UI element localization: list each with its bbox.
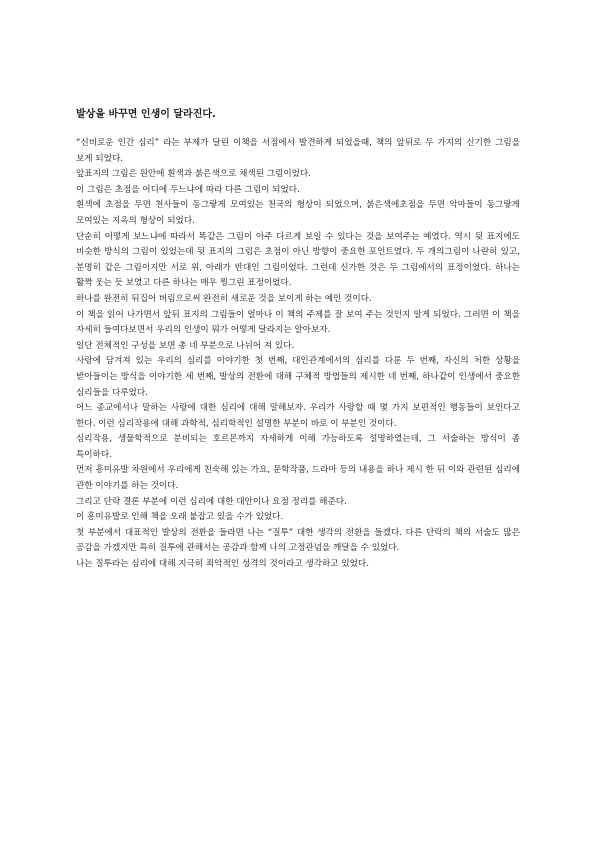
document-title: 발상을 바꾸면 인생이 달라진다. <box>76 109 216 120</box>
paragraph: 이 책을 읽어 나가면서 앞뒤 표지의 그림들이 얼마나 이 책의 주제를 잘 보여 주는 것인지 알게 되었다. 그러면 이 책을 자세히 들여다보면서 우리의 인생이 뭐가 어떻게 달라지는 알아보자. <box>76 309 520 336</box>
paragraph: 사랑에 담겨져 있는 우리의 심리를 이야기한 첫 번째, 대인관계에서의 심리를 다룬 두 번째, 자신의 처한 상황을 받아들이는 방식을 이야기한 세 번째, 발상의 전환에 대해 구체적 방법들의 제시한 네 번째, 하나같이 인생에서 중요한 심리들을 다루었다. <box>76 356 520 398</box>
paragraph: 하나를 완전히 뒤집어 버림으로써 완전히 새로운 것을 보이게 하는 예인 것이다. <box>76 293 372 304</box>
document-body <box>76 108 520 573</box>
paragraph: 일단 전체적인 구성을 보면 총 네 부분으로 나뉘어 져 있다. <box>76 340 295 351</box>
paragraph: 첫 부분에서 대표적인 발상의 전환을 들라면 나는 “질투” 대한 생각의 전환을 들겠다. 다른 단락의 책의 서술도 많은 공감을 가겠지만 특히 질투에 관해서는 공감과 함께 나의 고정관념을 깨달을 수 있었다. <box>76 527 520 554</box>
paragraph: 먼저 흥미유발 차원에서 우리에게 친숙해 있는 가요, 문학작품, 드라마 등의 내용을 하나 제시 한 뒤 이와 관련된 심리에 관한 이야기를 하는 것이다. <box>76 465 520 492</box>
paragraph: 단순히 어떻게 보느냐에 따라서 똑같은 그림이 아주 다르게 보일 수 있다는 것을 보여주는 예였다. 역시 뒷 표지에도 비슷한 방식의 그림이 있었는데 뒷 표지의 그림은 초점이 아닌 방향이 중요한 포인트였다. 두 개의그림이 나란히 있고, 분명히 같은 그림이지만 서로 위, 아래가 반대인 그림이었다. 그런데 신가한 것은 두 그림에서의 표정이었다. 하나는 활짝 웃는 듯 보였고 다른 하나는 매우 찡그린 표정이었다. <box>76 231 520 289</box>
paragraph: 이 그림은 초점을 어디에 두느냐에 따라 다른 그림이 되었다. <box>76 184 300 195</box>
paragraph: 앞표지의 그림은 원안에 흰색과 붉은색으로 채색된 그림이었다. <box>76 169 311 180</box>
paragraph: “신비로운 인간 심리” 라는 부제가 달린 이책을 서점에서 발견하게 되었을때, 책의 앞뒤로 두 가지의 신기한 그림을 보게 되었다. <box>76 138 520 164</box>
paragraph: 흰색에 초점을 두면 천사들이 동그랗게 모여있는 천국의 형상이 되었으며, 붉은색에초점을 두면 악마들이 동그랗게 모여있는 지옥의 형상이 되었다. <box>76 200 520 226</box>
paragraph: 어느 종교에서나 말하는 사랑에 대한 심리에 대해 말해보자. 우리가 사랑할 때 몇 가지 보편적인 행동들이 보인다고 한다. 이런 심리작용에 대해 과학적, 심리학적인 설명한 부분이 바로 이 부분인 것이다. <box>76 403 520 429</box>
paragraph: 나는 질투라는 심리에 대해 지극히 죄악적인 성격의 것이라고 생각하고 있었다. <box>76 559 369 570</box>
paragraph: 이 흥미유발로 인해 책을 오래 붙잡고 있을 수가 있었다. <box>76 512 284 523</box>
paragraph: 그리고 단락 결론 부분에 이런 심리에 대한 대안이나 요점 정리를 해준다. <box>76 496 347 507</box>
paragraph: 심리작용, 생물학적으로 분비되는 호르몬까지 자세하게 이해 가능하도록 설명하였는데, 그 서술하는 방식이 좀 특이하다. <box>76 434 520 460</box>
